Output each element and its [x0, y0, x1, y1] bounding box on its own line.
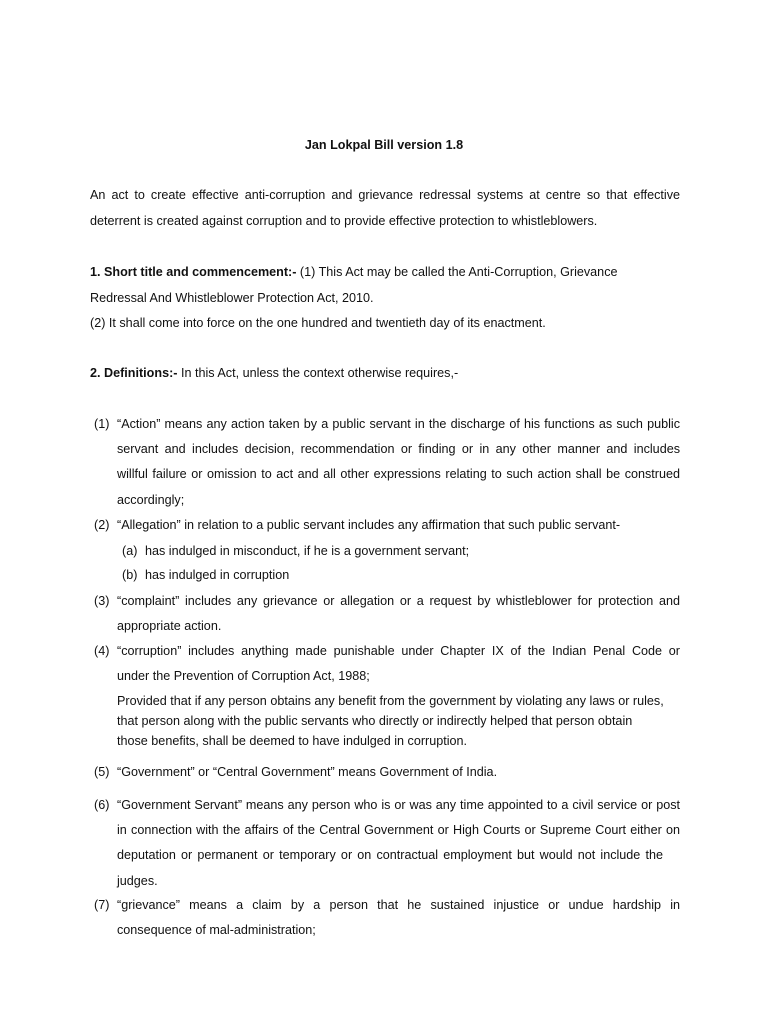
definition-5-number: (5) — [94, 765, 110, 779]
definition-6-line-1: “Government Servant” means any person who is or was any time appointed to a civil service or post — [117, 798, 680, 812]
definition-5-line-1: “Government” or “Central Government” means Government of India. — [117, 765, 498, 779]
definition-7-line-2: consequence of mal-administration; — [117, 923, 316, 937]
definition-2-sub-a-text: has indulged in misconduct, if he is a government servant; — [145, 544, 470, 558]
section-2-heading: 2. Definitions:- — [90, 366, 178, 380]
section-1-line-1 — [90, 264, 618, 280]
definition-2-number: (2) — [94, 518, 110, 532]
definition-4-line-1: “corruption” includes anything made punishable under Chapter IX of the Indian Penal Code or — [117, 644, 680, 658]
definition-1-number: (1) — [94, 417, 110, 431]
definition-2-sub-a-label: (a) — [122, 544, 138, 558]
definition-6-number: (6) — [94, 798, 110, 812]
section-2-intro: In this Act, unless the context otherwise requires,- — [177, 366, 459, 380]
definition-2-sub-b-text: has indulged in corruption — [145, 568, 290, 582]
definition-7-number: (7) — [94, 898, 110, 912]
definition-2-sub-b-label: (b) — [122, 568, 138, 582]
definition-6-line-2: in connection with the affairs of the Central Government or High Courts or Supreme Court either on — [117, 823, 680, 837]
definition-4-number: (4) — [94, 644, 110, 658]
definition-6-line-3: deputation or permanent or temporary or on contractual employment but would not include the — [117, 848, 663, 862]
definition-3-number: (3) — [94, 594, 110, 608]
definition-1-line-4: accordingly; — [117, 493, 185, 507]
preamble-line-1: An act to create effective anti-corruption and grievance redressal systems at centre so that effective — [90, 188, 680, 202]
document-title: Jan Lokpal Bill version 1.8 — [304, 138, 464, 152]
definition-2-line-1: “Allegation” in relation to a public servant includes any affirmation that such public servant- — [117, 518, 621, 532]
section-2-line — [90, 365, 458, 381]
definition-4-proviso-line-2: that person along with the public servants who directly or indirectly helped that person obtain — [117, 714, 633, 728]
section-1-line-3: (2) It shall come into force on the one hundred and twentieth day of its enactment. — [90, 316, 546, 330]
definition-1-line-2: servant and includes decision, recommendation or finding or in any other manner and includes — [117, 442, 680, 456]
definition-3-line-1: “complaint” includes any grievance or allegation or a request by whistleblower for protection and — [117, 594, 680, 608]
definition-6-line-4: judges. — [117, 874, 158, 888]
definition-4-line-2: under the Prevention of Corruption Act, 1988; — [117, 669, 370, 683]
section-1-heading: 1. Short title and commencement:- — [90, 265, 297, 279]
definition-4-proviso-line-1: Provided that if any person obtains any benefit from the government by violating any laws or rules, — [117, 694, 664, 708]
definition-3-line-2: appropriate action. — [117, 619, 222, 633]
definition-4-proviso-line-3: those benefits, shall be deemed to have indulged in corruption. — [117, 734, 468, 748]
preamble-line-2: deterrent is created against corruption and to provide effective protection to whistleblowers. — [90, 214, 598, 228]
definition-1-line-1: “Action” means any action taken by a public servant in the discharge of his functions as such public — [117, 417, 680, 431]
definition-1-line-3: willful failure or omission to act and all other expressions relating to such action shall be construed — [117, 467, 680, 481]
section-1-line-2: Redressal And Whistleblower Protection Act, 2010. — [90, 291, 374, 305]
definition-7-line-1: “grievance” means a claim by a person that he sustained injustice or undue hardship in — [117, 898, 680, 912]
section-1-text: (1) This Act may be called the Anti-Corruption, Grievance — [296, 265, 618, 279]
